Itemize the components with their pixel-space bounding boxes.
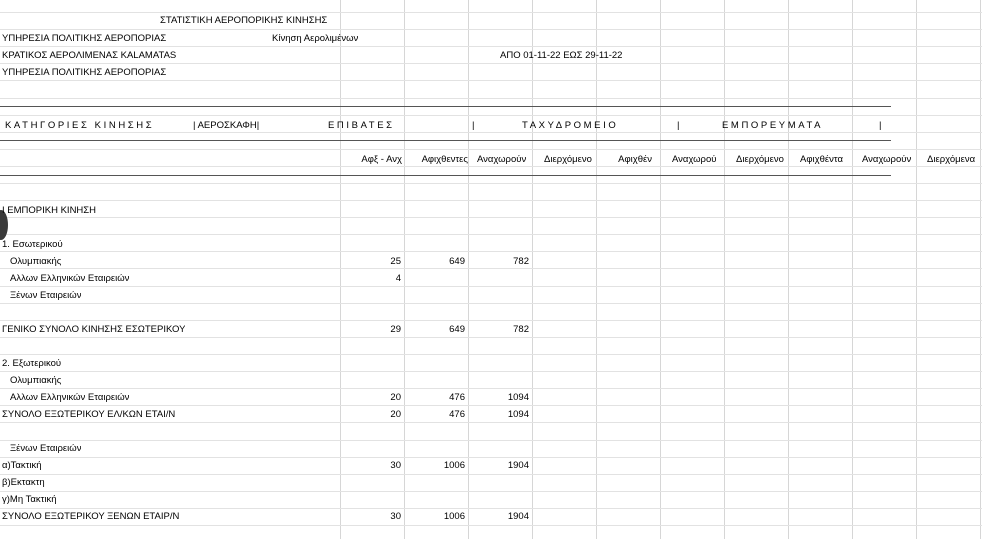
row-value: 1094 — [507, 409, 529, 420]
mail-group-label: ΤΑΧΥΔΡΟΜΕΙΟ — [522, 120, 619, 131]
row-label: 2. Εξωτερικού — [2, 358, 62, 369]
row-value: 4 — [395, 273, 401, 284]
row-label: γ)Μη Τακτική — [2, 494, 57, 505]
report-subtitle: Κίνηση Αερολιμένων — [272, 33, 359, 44]
row-value — [340, 202, 401, 219]
separator-rule — [0, 175, 891, 176]
row-value — [340, 491, 401, 508]
report-period: ΑΠΟ 01-11-22 ΕΩΣ 29-11-22 — [500, 50, 623, 61]
row-value — [404, 372, 465, 389]
row-label: Ολυμπιακής — [10, 375, 62, 386]
categories-label: ΚΑΤΗΓΟΡΙΕΣ ΚΙΝΗΣΗΣ — [5, 120, 155, 131]
row-label: Ι ΕΜΠΟΡΙΚΗ ΚΙΝΗΣΗ — [2, 205, 97, 216]
row-value — [468, 440, 529, 457]
row-value — [340, 355, 401, 372]
row-label: Ξένων Εταιρειών — [10, 290, 82, 301]
row-value: 30 — [390, 460, 401, 471]
column-header: Αναχωρούν — [862, 154, 912, 165]
separator-rule — [0, 106, 891, 107]
report-title: ΣΤΑΤΙΣΤΙΚΗ ΑΕΡΟΠΟΡΙΚΗΣ ΚΙΝΗΣΗΣ — [160, 15, 328, 26]
row-value: 20 — [390, 409, 401, 420]
row-value — [404, 270, 465, 287]
column-header: Διερχόμενο — [544, 154, 592, 165]
column-header: Διερχόμενο — [736, 154, 784, 165]
row-value — [404, 355, 465, 372]
row-value — [468, 355, 529, 372]
row-label: ΣΥΝΟΛΟ ΕΞΩΤΕΡΙΚΟΥ ΕΛ/ΚΩΝ ΕΤΑΙ/Ν — [2, 409, 176, 420]
row-value: 20 — [390, 392, 401, 403]
row-value — [468, 202, 529, 219]
column-header: Αφξ - Ανχ — [361, 154, 402, 165]
row-value: 476 — [449, 392, 465, 403]
agency-name-2: ΥΠΗΡΕΣΙΑ ΠΟΛΙΤΙΚΗΣ ΑΕΡΟΠΟΡΙΑΣ — [2, 67, 167, 78]
group-separator: | — [879, 120, 882, 131]
row-value — [468, 491, 529, 508]
row-value — [468, 474, 529, 491]
row-label: β)Εκτακτη — [2, 477, 45, 488]
row-label: Ξένων Εταιρειών — [10, 443, 82, 454]
row-value — [340, 440, 401, 457]
row-value — [404, 440, 465, 457]
row-value: 782 — [513, 324, 529, 335]
row-value: 649 — [449, 324, 465, 335]
row-label: 1. Εσωτερικού — [2, 239, 63, 250]
row-value: 1006 — [443, 460, 465, 471]
row-label: ΓΕΝΙΚΟ ΣΥΝΟΛΟ ΚΙΝΗΣΗΣ ΕΣΩΤΕΡΙΚΟΥ — [2, 324, 186, 335]
row-value — [468, 270, 529, 287]
row-label: Αλλων Ελληνικών Εταιρειών — [10, 392, 130, 403]
row-value — [340, 372, 401, 389]
row-label: Αλλων Ελληνικών Εταιρειών — [10, 273, 130, 284]
group-separator: | — [472, 120, 475, 131]
row-value: 29 — [390, 324, 401, 335]
cargo-group-label: ΕΜΠΟΡΕΥΜΑΤΑ — [722, 120, 824, 131]
column-header: Αναχωρού — [672, 154, 717, 165]
row-label: Ολυμπιακής — [10, 256, 62, 267]
row-value — [468, 236, 529, 253]
row-value — [340, 287, 401, 304]
row-label: ΣΥΝΟΛΟ ΕΞΩΤΕΡΙΚΟΥ ΞΕΝΩΝ ΕΤΑΙΡ/Ν — [2, 511, 180, 522]
row-value: 649 — [449, 256, 465, 267]
column-header: Αφιχθέντα — [800, 154, 843, 165]
row-label: α)Τακτική — [2, 460, 42, 471]
row-value — [468, 287, 529, 304]
row-value: 782 — [513, 256, 529, 267]
column-header: Διερχόμενα — [927, 154, 976, 165]
row-value — [404, 491, 465, 508]
column-header: Αφιχθέν — [618, 154, 652, 165]
row-value: 30 — [390, 511, 401, 522]
passengers-group-label: ΕΠΙΒΑΤΕΣ — [328, 120, 395, 131]
row-value: 1904 — [507, 460, 529, 471]
group-separator: | — [677, 120, 680, 131]
row-value: 1094 — [507, 392, 529, 403]
column-header: Αναχωρούν — [477, 154, 527, 165]
column-header: Αφιχθεντες — [421, 154, 468, 165]
airport-name: ΚΡΑΤΙΚΟΣ ΑΕΡΟΛΙΜΕΝΑΣ KALAMATAS — [2, 50, 177, 61]
row-value: 1904 — [507, 511, 529, 522]
row-value — [404, 474, 465, 491]
row-value — [404, 202, 465, 219]
row-value: 25 — [390, 256, 401, 267]
row-value: 1006 — [443, 511, 465, 522]
row-value — [340, 236, 401, 253]
aircraft-group-label: | ΑΕΡΟΣΚΑΦΗ| — [193, 120, 260, 131]
separator-rule — [0, 140, 891, 141]
row-value — [404, 236, 465, 253]
row-value — [468, 372, 529, 389]
row-value — [404, 287, 465, 304]
row-value — [340, 474, 401, 491]
agency-name: ΥΠΗΡΕΣΙΑ ΠΟΛΙΤΙΚΗΣ ΑΕΡΟΠΟΡΙΑΣ — [2, 33, 167, 44]
row-value: 476 — [449, 409, 465, 420]
